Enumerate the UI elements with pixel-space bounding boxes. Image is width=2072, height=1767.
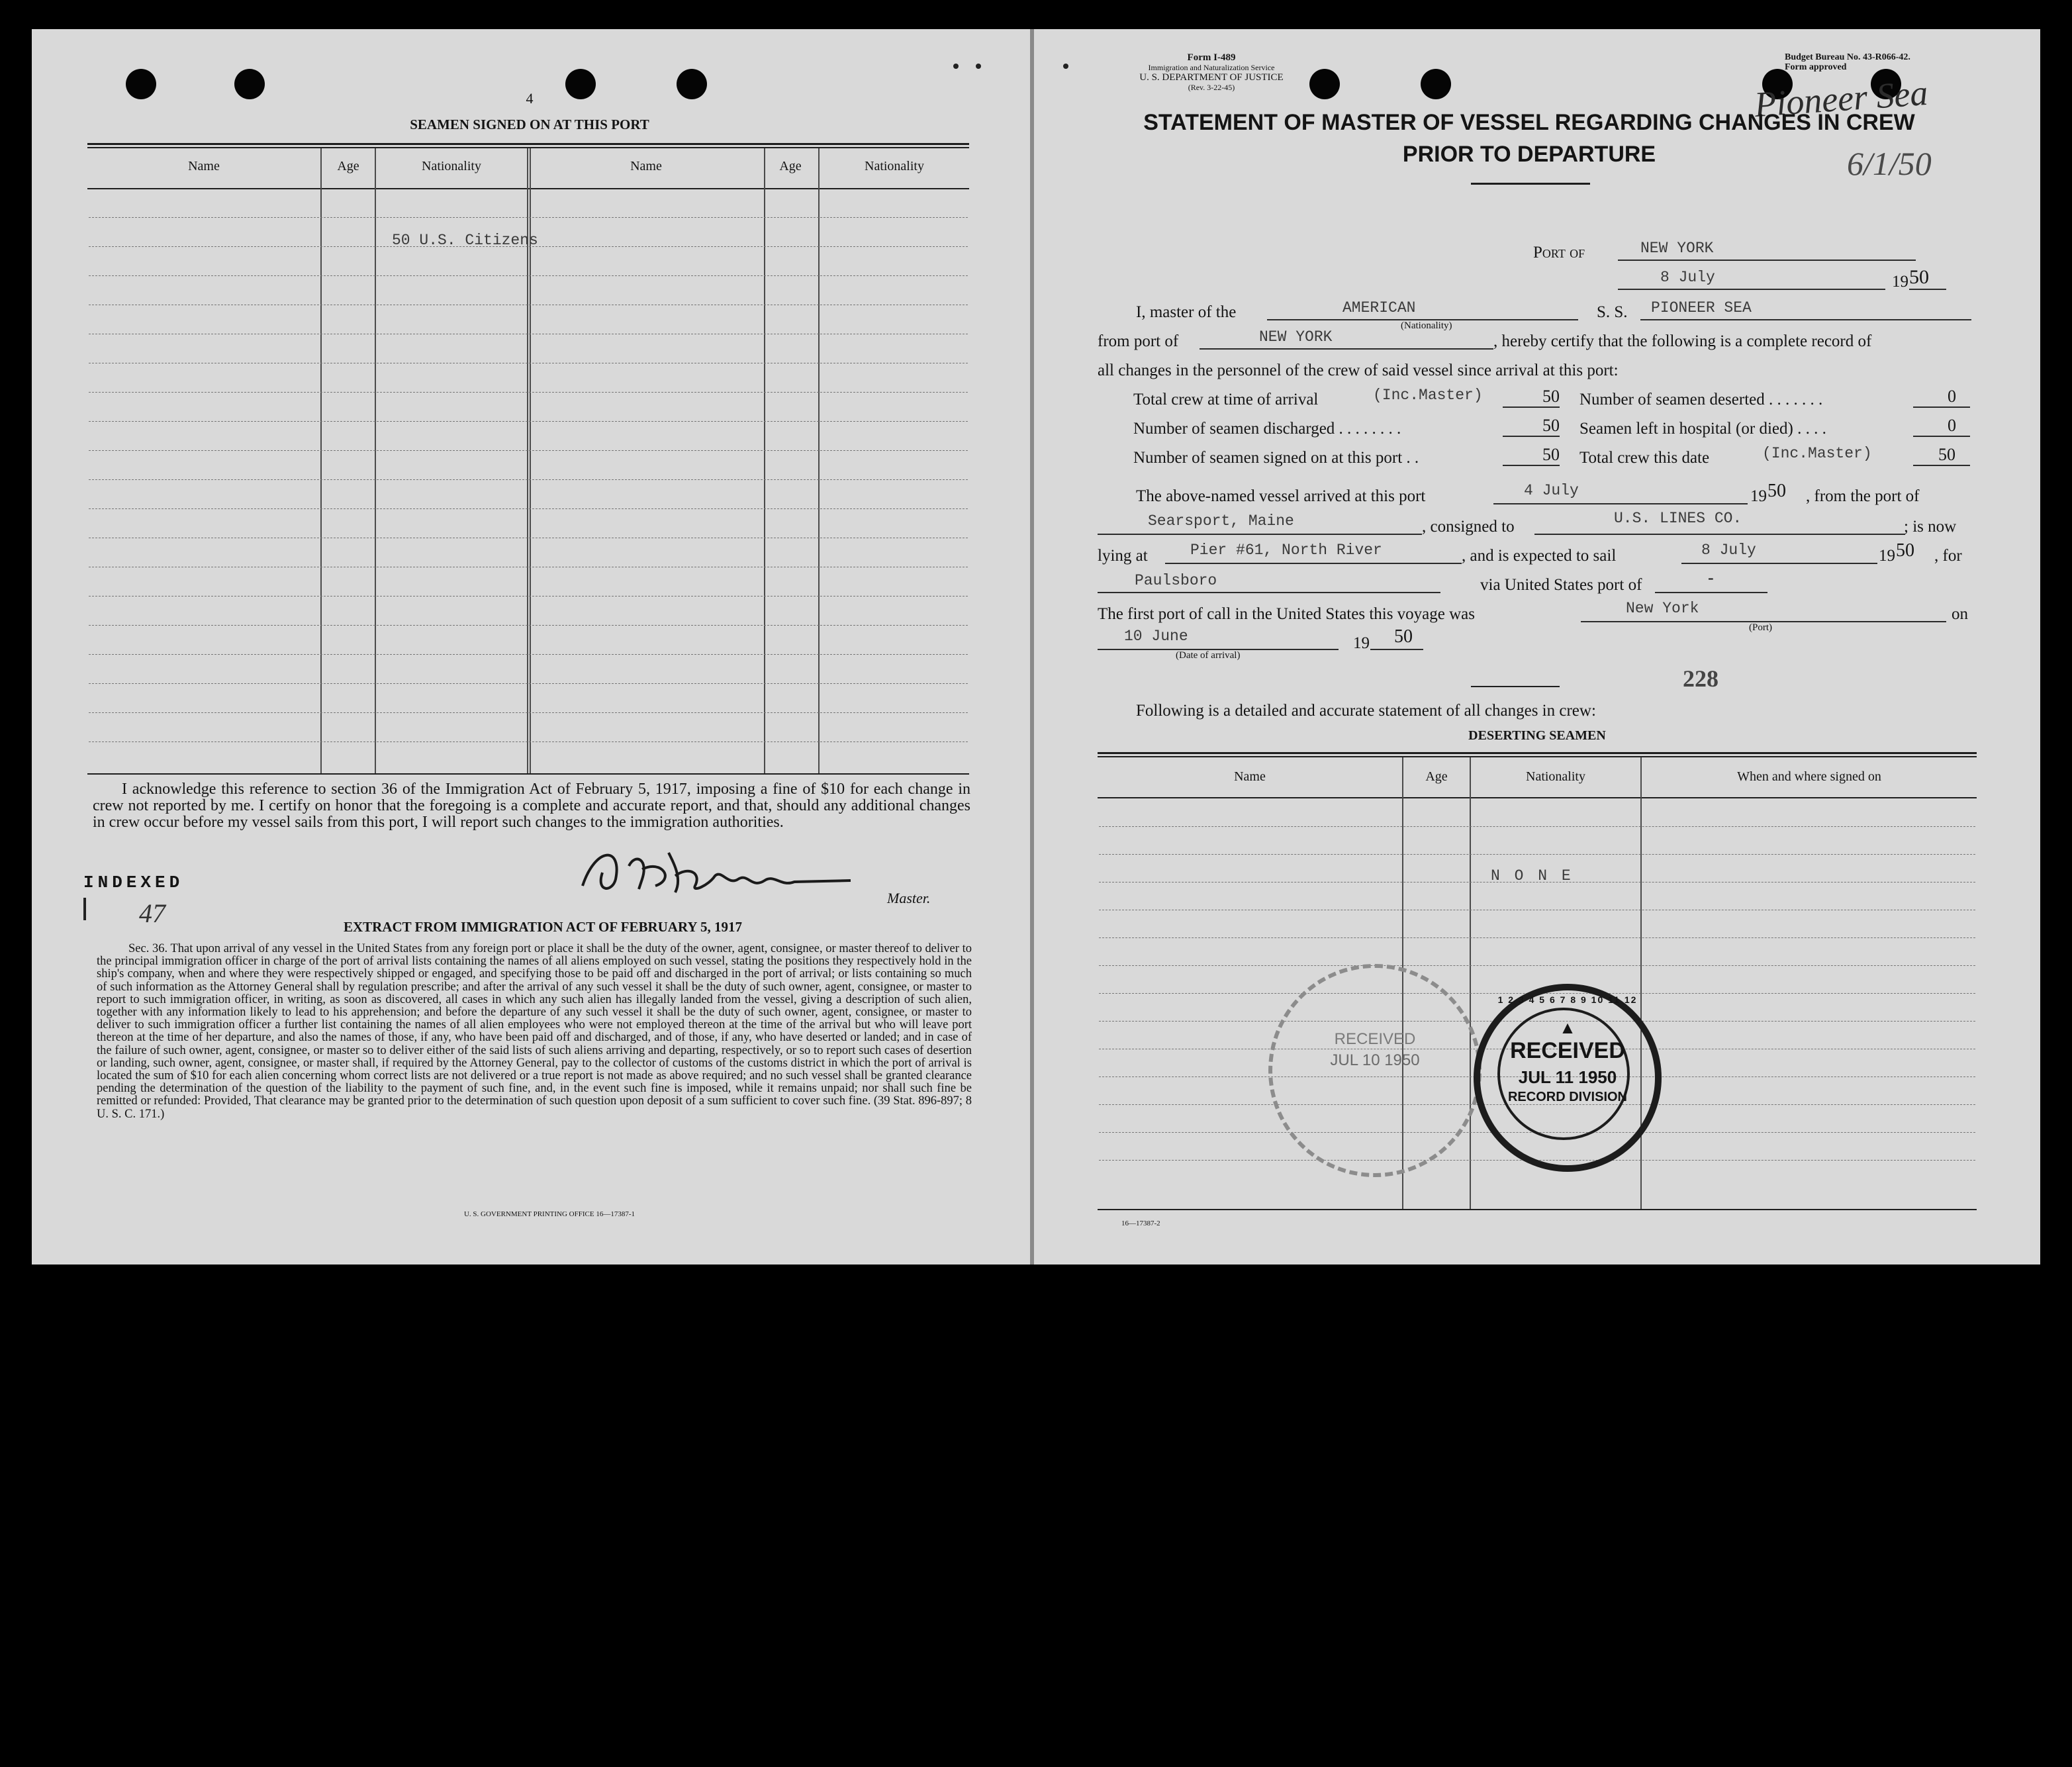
header-rule <box>87 188 969 189</box>
expected-sail-label: , and is expected to sail <box>1462 547 1617 565</box>
col-header-nationality: Nationality <box>422 159 481 173</box>
lying-at-label: lying at <box>1098 547 1148 565</box>
deserting-row <box>1099 826 1975 827</box>
form-header-block <box>1086 53 1337 93</box>
certify-text: , hereby certify that the following is a complete record of <box>1493 332 1872 350</box>
consignee-underline <box>1534 534 1905 535</box>
total-crew-date-underline <box>1913 465 1970 466</box>
stamp-number: 228 <box>1683 665 1719 692</box>
deserting-column-divider <box>1470 757 1471 1210</box>
punch-hole <box>565 69 596 99</box>
port-of-label: Port of <box>1533 244 1585 262</box>
master-of-label: I, master of the <box>1136 303 1237 321</box>
for-label: , for <box>1934 547 1962 565</box>
received-stamp <box>1474 984 1662 1172</box>
total-crew-arrival-note: (Inc.Master) <box>1373 387 1483 404</box>
right-printer-line: 16—17387-2 <box>1121 1219 1160 1227</box>
signed-on-value: 50 <box>1542 445 1560 464</box>
total-crew-arrival-label: Total crew at time of arrival <box>1133 391 1319 408</box>
faint-received-stamp <box>1268 964 1482 1177</box>
consigned-label: , consigned to <box>1422 518 1515 536</box>
first-port-year-underline <box>1370 649 1423 650</box>
changes-text: all changes in the personnel of the crew of said vessel since arrival at this port: <box>1098 361 1619 379</box>
print-dot <box>1063 64 1068 69</box>
statement-date: 8 July <box>1660 269 1715 286</box>
arrived-label: The above-named vessel arrived at this port <box>1136 487 1426 505</box>
extract-text: Sec. 36. That upon arrival of any vessel in the United States from any foreign port or place it shall be the duty of the owner, agent, consignee, or master thereof to deliver to the principal immigration officer in charge of the port of arrival lists containing the names of all aliens employed on such vessel, stating the positions they respectively hold in the ship's company, when and where they were respectively shipped or engaged, and specifying those to be paid off and discharged in the port of arrival; or lists containing so much of such information as the Attorney General shall by regulation prescribe; and after the arrival of any such vessel it shall be the duty of such owner, agent, consignee, or master to report to such immigration officer, in writing, as soon as discovered, all cases in which any such alien has illegally landed from the vessel, giving a description of such alien, together with any information likely to lead to his apprehension; and before the departure of any such vessel it shall be the duty of such owner, agent, consignee, or master to deliver to such immigration officer a further list containing the names of all alien employees who were not employed thereon at the time of the arrival but who will leave port thereon at the time of her departure, and also the names of those, if any, who have been paid off and discharged, and of those, if any, who have deserted or landed; and in case of the failure of such owner, agent, consignee, or master so to deliver either of the said lists of such aliens arriving and departing, respectively, or so to report such cases of desertion or landing, such owner, agent, consignee, or master shall, if required by the Attorney General, pay to the collector of customs of the customs district in which the port of arrival is located the sum of $10 for each alien concerning whom correct lists are not delivered or a true report is not made as above required; and no such vessel shall be granted clearance pending the determination of the question of the liability to the payment of such fine, and, in the event such fine is imposed, while it remains unpaid; nor shall such fine be remitted or refunded: Provided, That clearance may be granted prior to the determination of such question upon deposit of a sum sufficient to cover such fine. (39 Stat. 896-897; 8 U. S. C. 171.) <box>97 942 972 1121</box>
table-row <box>89 421 968 422</box>
via-underline <box>1655 592 1767 593</box>
punch-hole <box>234 69 265 99</box>
stamp-arrow-icon: ▲ <box>1559 1018 1576 1037</box>
deserting-row <box>1099 854 1975 855</box>
year-suffix: 50 <box>1909 266 1929 288</box>
table-row <box>89 479 968 480</box>
deserting-col-signed-on: When and where signed on <box>1737 769 1881 784</box>
form-title: STATEMENT OF MASTER OF VESSEL REGARDING CHANGES IN CREW <box>1143 110 1915 135</box>
arrived-date: 4 July <box>1524 482 1579 499</box>
port-of-value: NEW YORK <box>1640 240 1714 257</box>
print-dot <box>976 64 981 69</box>
first-port: New York <box>1626 600 1699 617</box>
origin-port: Searsport, Maine <box>1148 512 1294 530</box>
received-stamp-label: RECEIVED <box>1510 1038 1625 1063</box>
table-row <box>89 654 968 655</box>
deserting-table-top-rule <box>1098 752 1977 754</box>
table-row <box>89 596 968 597</box>
deserted-value: 0 <box>1948 387 1956 406</box>
first-port-date: 10 June <box>1124 628 1188 645</box>
total-crew-arrival-value: 50 <box>1542 387 1560 406</box>
col-header-name: Name <box>630 159 662 173</box>
form-approved: Form approved <box>1785 62 1847 72</box>
table-row <box>89 217 968 218</box>
table-row <box>89 741 968 742</box>
budget-bureau: Budget Bureau No. 43-R066-42. <box>1785 52 1910 62</box>
sail-date-underline <box>1681 563 1877 564</box>
indexed-handwritten-mark: 47 <box>139 898 165 928</box>
lying-at-underline <box>1165 563 1462 564</box>
consignee: U.S. LINES CO. <box>1614 510 1742 527</box>
table-bottom-rule <box>87 773 969 775</box>
handwritten-date-note: 6/1/50 <box>1847 145 1932 182</box>
discharged-value: 50 <box>1542 416 1560 435</box>
deserted-underline <box>1913 406 1970 408</box>
column-divider <box>764 148 765 773</box>
arrived-year: 50 <box>1767 481 1786 501</box>
print-dot <box>953 64 959 69</box>
form-subtitle: PRIOR TO DEPARTURE <box>1402 142 1656 167</box>
col-header-age: Age <box>337 159 359 173</box>
col-header-age: Age <box>779 159 802 173</box>
table-top-rule <box>87 147 969 148</box>
deserting-table-bottom-rule <box>1098 1209 1977 1210</box>
punch-hole <box>677 69 707 99</box>
deserting-row <box>1099 965 1975 966</box>
year-prefix: 19 <box>1892 273 1908 291</box>
destination-underline <box>1098 592 1440 593</box>
received-stamp-date: JUL 11 1950 <box>1518 1067 1617 1087</box>
left-printer-line: U. S. GOVERNMENT PRINTING OFFICE 16—17387-1 <box>463 1210 635 1218</box>
table-top-rule <box>87 143 969 145</box>
total-crew-date-value: 50 <box>1938 445 1955 464</box>
from-the-port-of-label: , from the port of <box>1806 487 1920 505</box>
extract-title: EXTRACT FROM IMMIGRATION ACT OF FEBRUARY 5, 1917 <box>343 919 743 935</box>
table-row <box>89 450 968 451</box>
page-number: 4 <box>526 90 534 107</box>
sail-year-prefix: 19 <box>1879 547 1895 565</box>
title-rule <box>1471 183 1590 185</box>
first-port-year: 50 <box>1394 626 1413 647</box>
on-label: on <box>1952 605 1968 623</box>
table-row <box>89 508 968 509</box>
hospital-label: Seamen left in hospital (or died) . . . . <box>1579 420 1826 438</box>
sail-date: 8 July <box>1701 542 1756 559</box>
vessel-underline <box>1640 319 1971 320</box>
deserting-table-top-rule <box>1098 756 1977 757</box>
arrived-year-prefix: 19 <box>1750 487 1767 505</box>
acknowledgement-text: I acknowledge this reference to section 36 of the Immigration Act of February 5, 1917, imposing a fine of $10 for each change in crew not reported by me. I certify on honor that the foregoing is a complete and accurate report, and that, should any additional changes in crew occur before my vessel sails from this port, I will report such changes to the immigration authorities. <box>93 781 970 831</box>
faint-stamp-label: RECEIVED <box>1334 1030 1416 1048</box>
deserting-column-divider <box>1640 757 1642 1210</box>
year-underline <box>1909 289 1946 290</box>
deserted-label: Number of seamen deserted . . . . . . . <box>1579 391 1823 408</box>
indexed-stamp: INDEXED <box>83 873 184 892</box>
deserting-col-age: Age <box>1425 769 1448 784</box>
vessel-name: PIONEER SEA <box>1651 299 1752 316</box>
table-row <box>89 392 968 393</box>
port-of-underline <box>1618 260 1916 261</box>
col-header-name: Name <box>188 159 220 173</box>
deserting-entry: N O N E <box>1491 867 1574 884</box>
separator-rule <box>1471 686 1560 687</box>
master-label: Master. <box>887 890 931 906</box>
port-caption: (Port) <box>1749 622 1772 633</box>
lying-at-value: Pier #61, North River <box>1190 542 1382 559</box>
table-row <box>89 683 968 684</box>
from-port-value: NEW YORK <box>1259 328 1333 346</box>
department-name: U. S. DEPARTMENT OF JUSTICE <box>1139 72 1284 83</box>
master-signature <box>576 839 854 903</box>
hospital-underline <box>1913 436 1970 437</box>
table-row <box>89 712 968 713</box>
page-fold <box>1030 29 1034 1265</box>
first-port-label: The first port of call in the United States this voyage was <box>1098 605 1476 623</box>
via-label: via United States port of <box>1480 576 1642 594</box>
column-divider <box>375 148 376 773</box>
received-stamp-ring-numbers: 1 2 3 4 5 6 7 8 9 10 11 12 <box>1497 994 1638 1005</box>
faint-stamp-date: JUL 10 1950 <box>1330 1051 1420 1069</box>
seamen-entry: 50 U.S. Citizens <box>392 232 538 249</box>
signed-on-label: Number of seamen signed on at this port . . <box>1133 449 1419 467</box>
destination: Paulsboro <box>1135 572 1217 589</box>
date-underline <box>1618 289 1885 290</box>
punch-hole <box>1421 69 1451 99</box>
first-port-year-prefix: 19 <box>1353 634 1370 652</box>
nationality-value: AMERICAN <box>1342 299 1416 316</box>
hospital-value: 0 <box>1948 416 1956 435</box>
received-stamp-division: RECORD DIVISION <box>1507 1090 1628 1104</box>
table-row <box>89 625 968 626</box>
discharged-label: Number of seamen discharged . . . . . . . . <box>1133 420 1401 438</box>
from-port-label: from port of <box>1098 332 1179 350</box>
ss-label: S. S. <box>1597 303 1628 321</box>
handwritten-vessel-note: Pioneer Sea <box>1753 72 1930 125</box>
from-port-underline <box>1200 348 1493 350</box>
deserting-row <box>1099 937 1975 938</box>
revision-date: (Rev. 3-22-45) <box>1188 83 1235 92</box>
table-row <box>89 275 968 276</box>
date-of-arrival-caption: (Date of arrival) <box>1176 650 1241 661</box>
discharged-underline <box>1503 436 1560 437</box>
column-divider <box>320 148 322 773</box>
column-divider <box>818 148 820 773</box>
nationality-caption: (Nationality) <box>1401 320 1452 331</box>
agency-name: Immigration and Naturalization Service <box>1148 63 1275 72</box>
deserting-header-rule <box>1098 797 1977 798</box>
total-crew-date-note: (Inc.Master) <box>1762 445 1872 462</box>
col-header-nationality: Nationality <box>865 159 924 173</box>
total-crew-arrival-underline <box>1503 406 1560 408</box>
following-text: Following is a detailed and accurate statement of all changes in crew: <box>1136 702 1596 720</box>
arrived-date-underline <box>1493 503 1748 504</box>
seamen-signed-on-title: SEAMEN SIGNED ON AT THIS PORT <box>410 117 649 132</box>
origin-port-underline <box>1098 534 1422 535</box>
sail-year: 50 <box>1896 540 1914 561</box>
indexed-stamp-box <box>83 898 139 920</box>
deserting-col-name: Name <box>1234 769 1266 784</box>
punch-hole <box>126 69 156 99</box>
deserting-col-nationality: Nationality <box>1526 769 1585 784</box>
is-now-label: ; is now <box>1904 518 1957 536</box>
deserting-seamen-title: DESERTING SEAMEN <box>1468 728 1606 743</box>
total-crew-date-label: Total crew this date <box>1579 449 1710 467</box>
form-number: Form I-489 <box>1187 52 1236 63</box>
signed-on-underline <box>1503 465 1560 466</box>
via-port: - <box>1708 568 1714 587</box>
